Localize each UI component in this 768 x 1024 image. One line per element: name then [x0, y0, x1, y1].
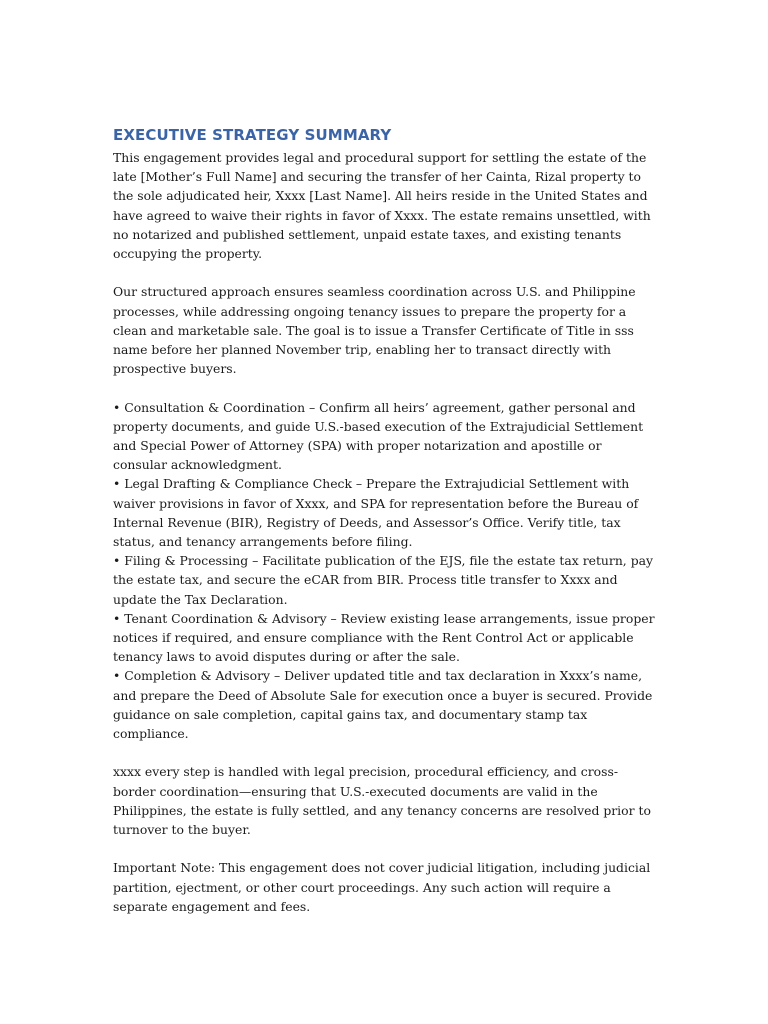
list-item: • Completion & Advisory – Deliver updated title and tax declaration in Xxxx’s name, and prepare the Deed of Absolute Sale for execution once a buyer is secured. Provide guidance on sale completion, capital gains tax, and documentary stamp tax compliance. — [113, 668, 653, 742]
intro-paragraph: This engagement provides legal and procedural support for settling the estate of the late [Mother’s Full Name] and securing the transfer of her Cainta, Rizal property to the sole adjudicated heir, Xxxx [Last Name]. All heirs reside in the United States and have agreed to waive their rights in favor of Xxxx. The estate remains unsettled, with no notarized and published settlement, unpaid estate taxes, and existing tenants occupying the property. — [113, 150, 651, 262]
list-item: • Filing & Processing – Facilitate publication of the EJS, file the estate tax return, pay the estate tax, and secure the eCAR from BIR. Process title transfer to Xxxx and update the Tax Declaration. — [113, 553, 654, 607]
section-heading: EXECUTIVE STRATEGY SUMMARY — [113, 126, 392, 144]
list-item: • Tenant Coordination & Advisory – Review existing lease arrangements, issue proper notices if required, and ensure compliance with the Rent Control Act or applicable tenancy laws to avoid disputes during or after the sale. — [113, 610, 655, 665]
steps-list — [113, 398, 658, 744]
list-item: • Legal Drafting & Compliance Check – Prepare the Extrajudicial Settlement with waiver provisions in favor of Xxxx, and SPA for representation before the Bureau of Internal Revenue (BIR), Registry of Deeds, and Assessor’s Office. Verify title, tax status, and tenancy arrangements before filing. — [113, 476, 639, 550]
list-item: • Consultation & Coordination – Confirm all heirs’ agreement, gather personal and property documents, and guide U.S.-based execution of the Extrajudicial Settlement and Special Power of Attorney (SPA) with proper notarization and apostille or consular acknowledgment. — [113, 399, 644, 473]
document-body — [113, 125, 658, 935]
approach-paragraph: Our structured approach ensures seamless coordination across U.S. and Philippine processes, while addressing ongoing tenancy issues to prepare the property for a clean and marketable sale. The goal is to issue a Transfer Certificate of Title in sss name before her planned November trip, enabling her to transact directly with prospective buyers. — [113, 284, 636, 377]
important-note: Important Note: This engagement does not cover judicial litigation, including judicial partition, ejectment, or other court proceedings. Any such action will require a separate engagement and fees. — [113, 860, 651, 914]
closing-paragraph: xxxx every step is handled with legal precision, procedural efficiency, and cross-border coordination—ensuring that U.S.-executed documents are valid in the Philippines, the estate is fully settled, and any tenancy concerns are resolved prior to turnover to the buyer. — [113, 764, 651, 838]
